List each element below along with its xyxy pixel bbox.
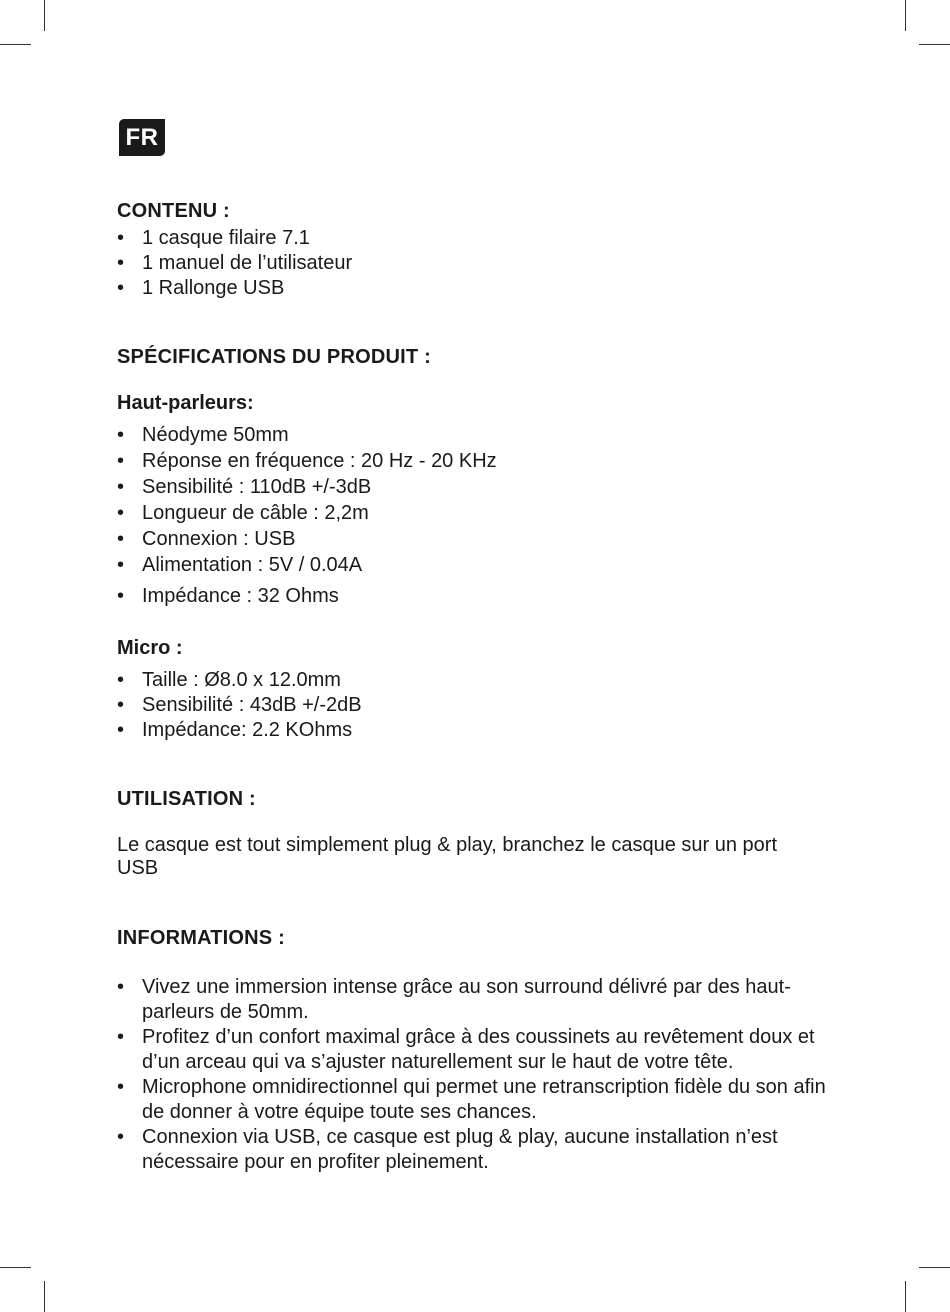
- informations-heading: INFORMATIONS :: [117, 927, 285, 949]
- contenu-heading: CONTENU :: [117, 200, 230, 222]
- list-item: • Connexion : USB: [117, 526, 497, 552]
- crop-mark-bottom-right-vertical: [905, 1281, 906, 1312]
- crop-mark-bottom-left-vertical: [44, 1281, 45, 1312]
- list-item: • 1 manuel de l’utilisateur: [117, 251, 352, 276]
- list-item: • Microphone omnidirectionnel qui permet une retranscription fidèle du son afin de donner à votre équipe toute ses chances.: [117, 1075, 842, 1125]
- utilisation-text: Le casque est tout simplement plug & play, branchez le casque sur un port USB: [117, 834, 778, 879]
- list-item: • Taille : Ø8.0 x 12.0mm: [117, 668, 362, 693]
- list-item: • Réponse en fréquence : 20 Hz - 20 KHz: [117, 448, 497, 474]
- list-item: • Impédance : 32 Ohms: [117, 583, 497, 609]
- specs-heading: SPÉCIFICATIONS DU PRODUIT :: [117, 346, 431, 368]
- crop-mark-top-right-horizontal: [919, 44, 950, 45]
- language-badge: FR: [119, 119, 165, 156]
- list-item: • Profitez d’un confort maximal grâce à des coussinets au revêtement doux et d’un arceau qui va s’ajuster naturellement sur le haut de votre tête.: [117, 1025, 842, 1075]
- micro-list: [117, 668, 362, 743]
- list-item: • 1 casque filaire 7.1: [117, 226, 352, 251]
- list-item: • Connexion via USB, ce casque est plug & play, aucune installation n’est nécessaire pour en profiter pleinement.: [117, 1125, 842, 1175]
- list-item: • Alimentation : 5V / 0.04A: [117, 552, 497, 578]
- list-item: • Impédance: 2.2 KOhms: [117, 718, 362, 743]
- micro-subheading: Micro :: [117, 637, 183, 659]
- crop-mark-bottom-right-horizontal: [919, 1267, 950, 1268]
- utilisation-heading: UTILISATION :: [117, 788, 256, 810]
- list-item: • Vivez une immersion intense grâce au son surround délivré par des haut-parleurs de 50mm.: [117, 975, 842, 1025]
- list-item: • 1 Rallonge USB: [117, 276, 352, 301]
- contenu-list: [117, 226, 352, 301]
- crop-mark-bottom-left-horizontal: [0, 1267, 31, 1268]
- crop-mark-top-left-vertical: [44, 0, 45, 31]
- crop-mark-top-left-horizontal: [0, 44, 31, 45]
- list-item: • Sensibilité : 43dB +/-2dB: [117, 693, 362, 718]
- crop-mark-top-right-vertical: [905, 0, 906, 31]
- speakers-subheading: Haut-parleurs:: [117, 392, 254, 414]
- list-item: • Néodyme 50mm: [117, 422, 497, 448]
- list-item: • Longueur de câble : 2,2m: [117, 500, 497, 526]
- speakers-list: [117, 422, 497, 609]
- informations-list: [117, 975, 842, 1175]
- list-item: • Sensibilité : 110dB +/-3dB: [117, 474, 497, 500]
